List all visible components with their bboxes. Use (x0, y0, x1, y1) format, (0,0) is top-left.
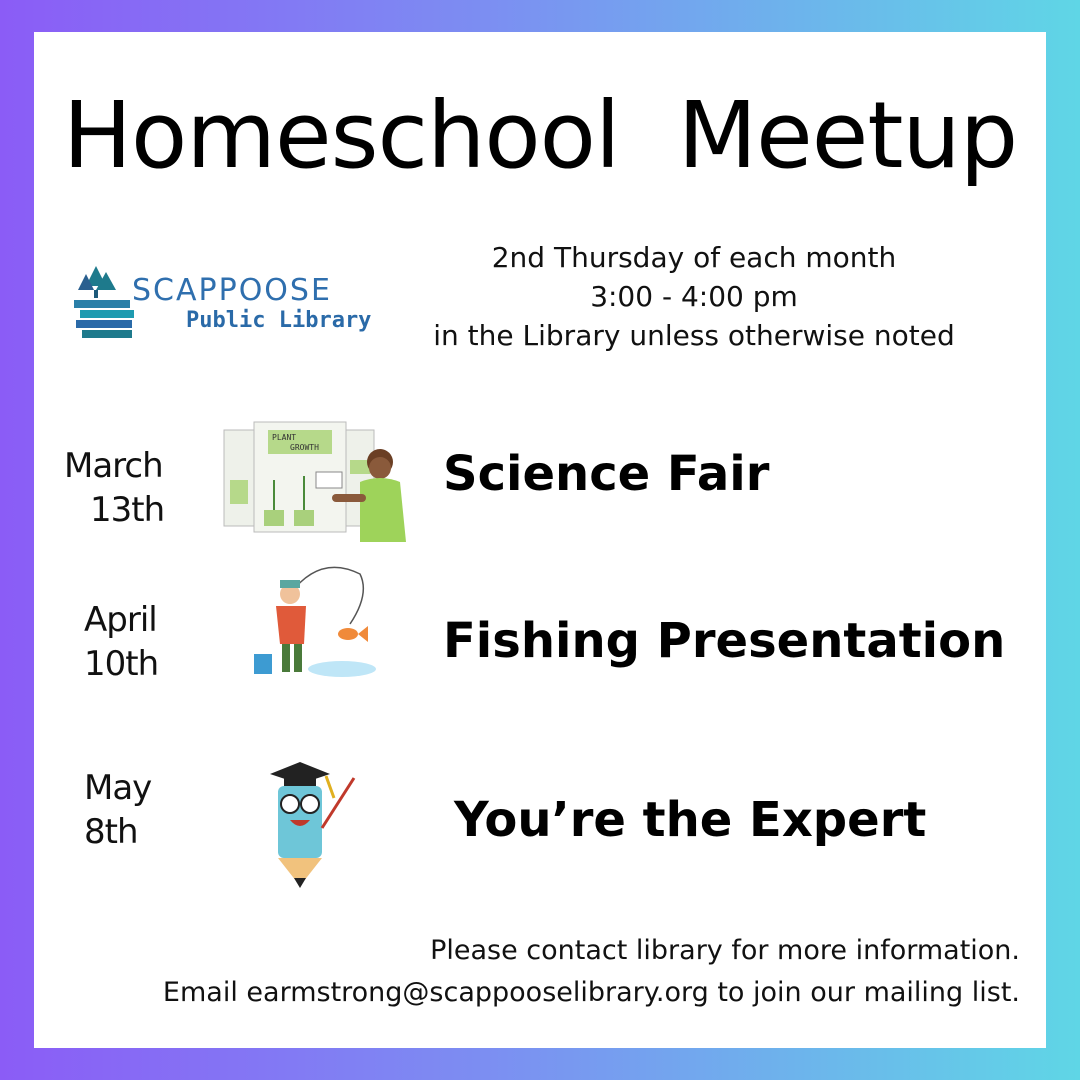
flyer-title: Homeschool Meetup (62, 82, 1018, 189)
graduate-pencil-icon (250, 748, 360, 890)
event-day: 8th (84, 812, 138, 852)
schedule-time: 3:00 - 4:00 pm (590, 280, 798, 313)
contact-info (163, 930, 1020, 1014)
event-date-april (84, 598, 158, 686)
contact-line: Please contact library for more information. (430, 935, 1020, 966)
event-month: March (64, 446, 163, 486)
event-title-fishing-presentation: Fishing Presentation (443, 613, 1006, 669)
email-line: Email earmstrong@scappooselibrary.org to join our mailing list. (162, 977, 1020, 1008)
event-month: May (84, 768, 152, 808)
event-date-march (64, 444, 164, 532)
fisherman-icon (250, 554, 380, 684)
event-title-science-fair: Science Fair (443, 446, 770, 502)
logo-subtitle: Public Library (186, 308, 372, 333)
library-logo (74, 264, 374, 340)
event-month: April (84, 600, 157, 640)
flyer-card (34, 32, 1046, 1048)
schedule-day: 2nd Thursday of each month (491, 241, 897, 274)
board-text-1: PLANT (272, 433, 297, 442)
logo-name: SCAPPOOSE (132, 273, 332, 308)
meeting-schedule (394, 238, 994, 355)
plant-growth-science-board-icon (220, 420, 412, 542)
book-stack-trees-icon (74, 264, 134, 340)
board-text-2: GROWTH (290, 443, 319, 452)
event-day: 13th (90, 490, 165, 530)
event-title-youre-the-expert: You’re the Expert (454, 792, 927, 848)
schedule-location: in the Library unless otherwise noted (433, 319, 955, 352)
event-day: 10th (84, 644, 159, 684)
event-date-may (84, 766, 151, 854)
